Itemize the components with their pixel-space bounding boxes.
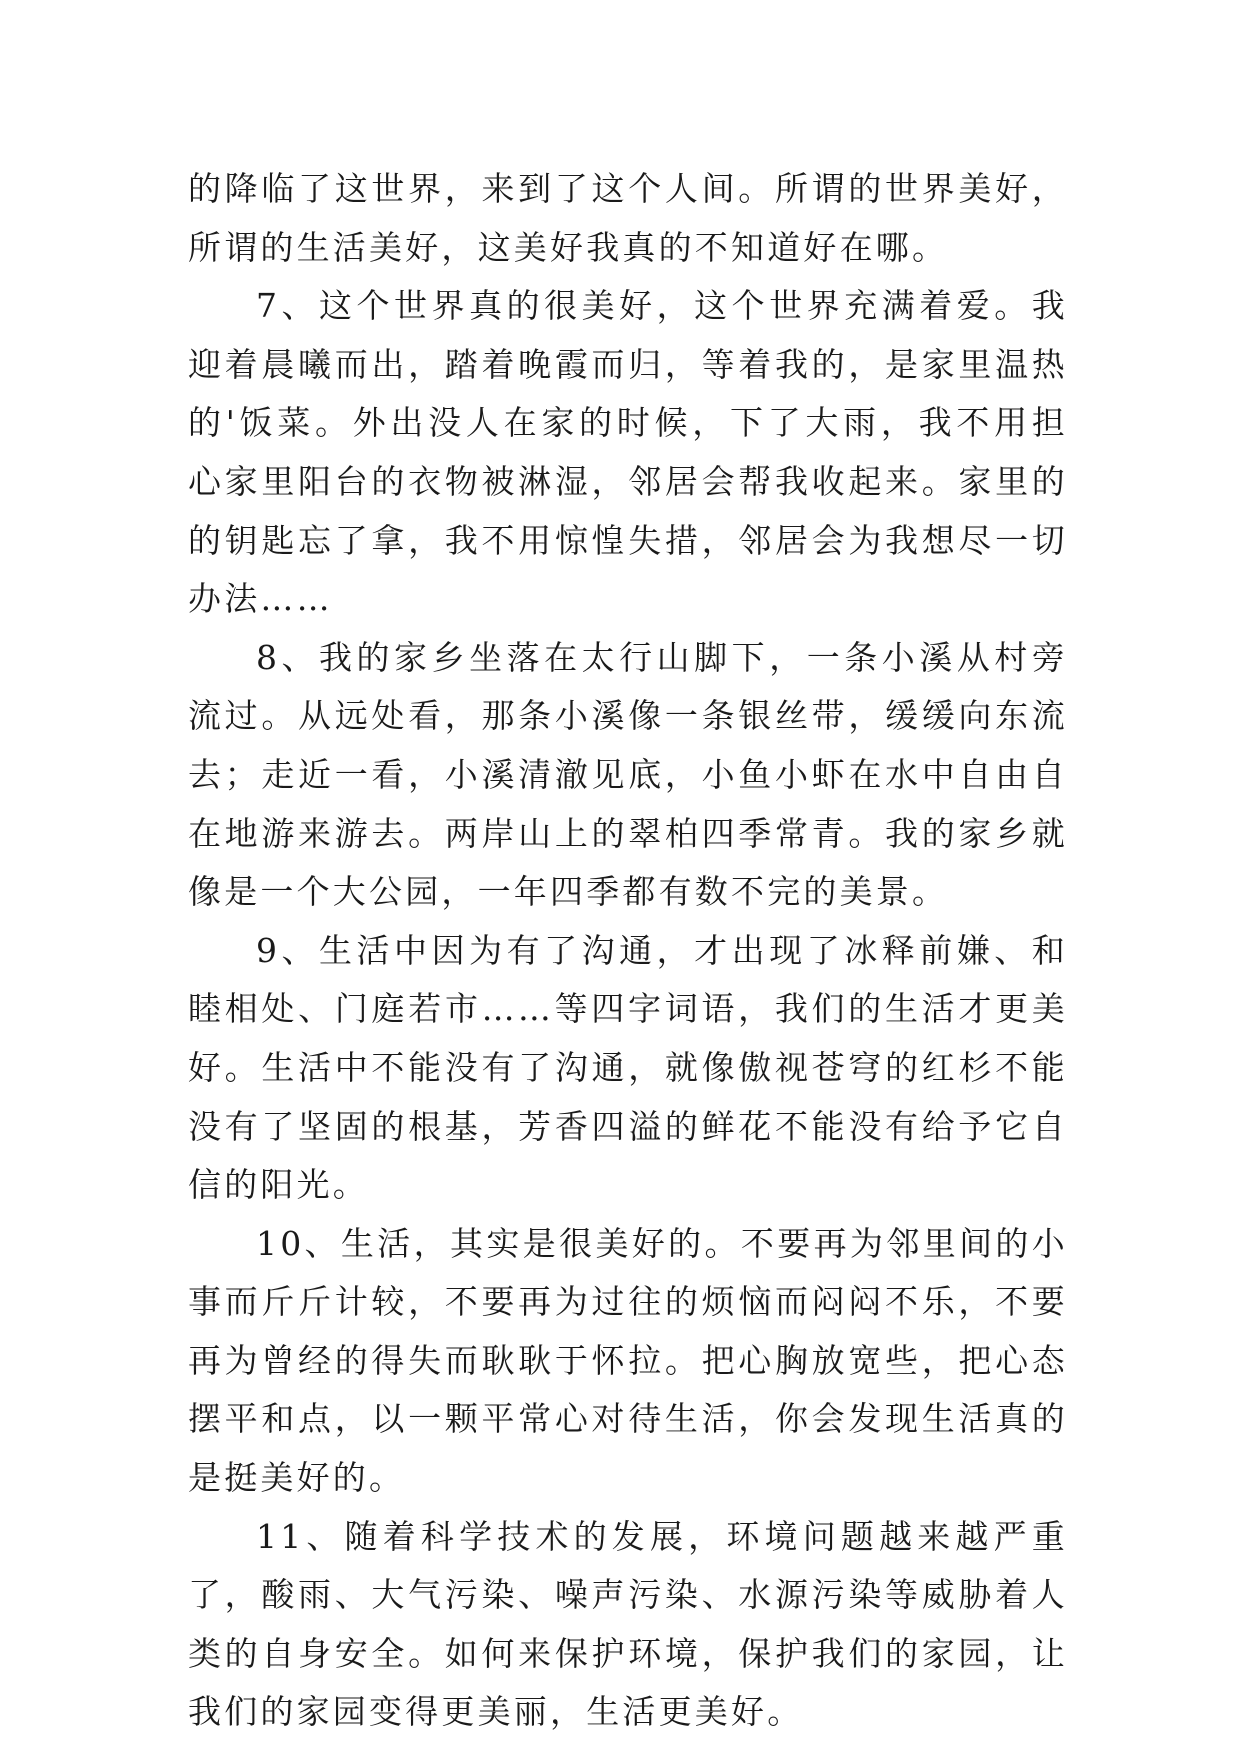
paragraph-9: 9、生活中因为有了沟通，才出现了冰释前嫌、和睦相处、门庭若市……等四字词语，我们的生活才更美好。生活中不能没有了沟通，就像傲视苍穹的红杉不能没有了坚固的根基，芳香四溢的鲜花不能没有给予它自信的阳光。 bbox=[188, 930, 1068, 1205]
document-body bbox=[188, 160, 1068, 1742]
paragraph-10: 10、生活，其实是很美好的。不要再为邻里间的小事而斤斤计较，不要再为过往的烦恼而闷闷不乐，不要再为曾经的得失而耿耿于怀拉。把心胸放宽些，把心态摆平和点，以一颗平常心对待生活，你会发现生活真的是挺美好的。 bbox=[188, 1223, 1068, 1498]
paragraph-continuation: 的降临了这世界，来到了这个人间。所谓的世界美好，所谓的生活美好，这美好我真的不知道好在哪。 bbox=[188, 169, 1068, 267]
paragraph-11: 11、随着科学技术的发展，环境问题越来越严重了，酸雨、大气污染、噪声污染、水源污染等威胁着人类的自身安全。如何来保护环境，保护我们的家园，让我们的家园变得更美丽，生活更美好。 bbox=[188, 1516, 1068, 1732]
paragraph-8: 8、我的家乡坐落在太行山脚下，一条小溪从村旁流过。从远处看，那条小溪像一条银丝带，缓缓向东流去；走近一看，小溪清澈见底，小鱼小虾在水中自由自在地游来游去。两岸山上的翠柏四季常青。我的家乡就像是一个大公园，一年四季都有数不完的美景。 bbox=[188, 637, 1068, 912]
paragraph-7: 7、这个世界真的很美好，这个世界充满着爱。我迎着晨曦而出，踏着晚霞而归，等着我的，是家里温热的'饭菜。外出没人在家的时候，下了大雨，我不用担心家里阳台的衣物被淋湿，邻居会帮我收起来。家里的的钥匙忘了拿，我不用惊惶失措，邻居会为我想尽一切办法…… bbox=[188, 286, 1068, 619]
